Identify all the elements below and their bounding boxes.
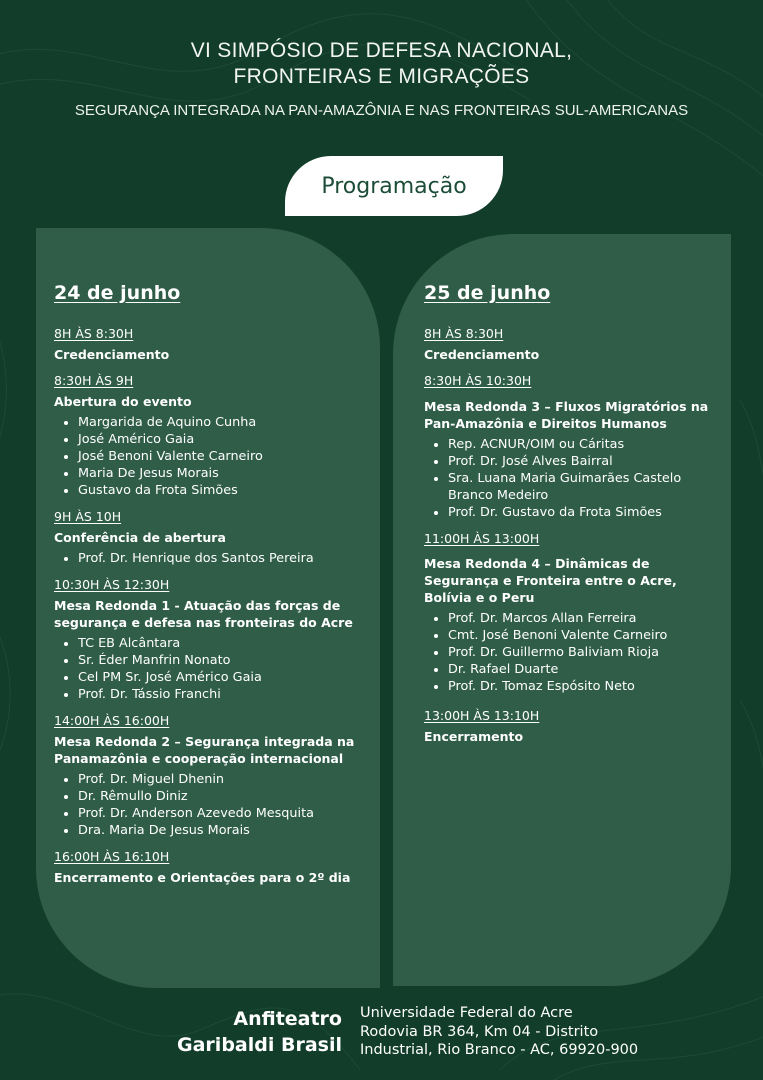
session-title: Mesa Redonda 2 – Segurança integrada na Panamazônia e cooperação internacional xyxy=(54,734,355,766)
event-subtitle: SEGURANÇA INTEGRADA NA PAN-AMAZÔNIA E NAS FRONTEIRAS SUL-AMERICANAS xyxy=(74,102,689,119)
day2-column xyxy=(424,280,724,754)
schedule-session xyxy=(424,325,724,363)
speaker-list xyxy=(62,635,372,703)
speaker-item: Prof. Dr. Anderson Azevedo Mesquita xyxy=(62,805,372,822)
speaker-item: Prof. Dr. Tomaz Espósito Neto xyxy=(432,678,724,695)
header xyxy=(0,38,763,119)
speaker-item: Sr. Éder Manfrin Nonato xyxy=(62,652,372,669)
speaker-list xyxy=(432,436,724,521)
speaker-list xyxy=(62,771,372,839)
event-title-line-2: FRONTEIRAS E MIGRAÇÕES xyxy=(233,65,530,88)
speaker-item: Rep. ACNUR/OIM ou Cáritas xyxy=(432,436,724,453)
speaker-item: Cmt. José Benoni Valente Carneiro xyxy=(432,627,724,644)
event-title-line-1: VI SIMPÓSIO DE DEFESA NACIONAL, xyxy=(190,39,573,62)
speaker-item: Dr. Rafael Duarte xyxy=(432,661,724,678)
session-title: Encerramento e Orientações para o 2º dia xyxy=(54,870,351,885)
programacao-label: Programação xyxy=(285,156,503,216)
speaker-item: Dra. Maria De Jesus Morais xyxy=(62,822,372,839)
speaker-item: Prof. Dr. Tássio Franchi xyxy=(62,686,372,703)
address-line-2: Rodovia BR 364, Km 04 - Distrito xyxy=(360,1023,599,1040)
schedule-session xyxy=(54,848,372,886)
venue-line-1: Anfiteatro xyxy=(233,1008,342,1030)
speaker-item: Prof. Dr. Henrique dos Santos Pereira xyxy=(62,550,372,567)
schedule-session xyxy=(424,530,724,695)
speaker-item: Prof. Dr. Miguel Dhenin xyxy=(62,771,372,788)
schedule-session xyxy=(54,508,372,567)
speaker-item: Prof. Dr. José Alves Bairral xyxy=(432,453,724,470)
session-title: Encerramento xyxy=(424,729,524,744)
session-time: 8:30H ÀS 9H xyxy=(54,373,134,388)
day2-date: 25 de junho xyxy=(424,282,551,304)
speaker-list xyxy=(62,414,372,499)
speaker-list xyxy=(432,610,724,695)
speaker-item: Prof. Dr. Guillermo Baliviam Rioja xyxy=(432,644,724,661)
schedule-session xyxy=(54,576,372,703)
venue-line-2: Garibaldi Brasil xyxy=(177,1034,342,1056)
speaker-item: Prof. Dr. Gustavo da Frota Simões xyxy=(432,504,724,521)
session-time: 14:00H ÀS 16:00H xyxy=(54,713,170,728)
speaker-item: Prof. Dr. Marcos Allan Ferreira xyxy=(432,610,724,627)
session-time: 8:30H ÀS 10:30H xyxy=(424,373,532,388)
session-title: Conferência de abertura xyxy=(54,530,226,545)
address-line-1: Universidade Federal do Acre xyxy=(360,1005,573,1021)
session-time: 10:30H ÀS 12:30H xyxy=(54,577,170,592)
speaker-item: Margarida de Aquino Cunha xyxy=(62,414,372,431)
session-title: Mesa Redonda 1 - Atuação das forças de segurança e defesa nas fronteiras do Acre xyxy=(54,598,353,630)
session-time: 8H ÀS 8:30H xyxy=(54,326,134,341)
venue-address xyxy=(360,1004,700,1060)
session-title: Credenciamento xyxy=(424,347,540,362)
speaker-list xyxy=(62,550,372,567)
schedule-session xyxy=(54,712,372,839)
speaker-item: Sra. Luana Maria Guimarães Castelo Branco Medeiro xyxy=(432,470,724,504)
schedule-session xyxy=(424,707,724,745)
session-time: 11:00H ÀS 13:00H xyxy=(424,531,540,546)
day1-date: 24 de junho xyxy=(54,282,181,304)
session-title: Credenciamento xyxy=(54,347,170,362)
schedule-session xyxy=(424,372,724,521)
session-title: Abertura do evento xyxy=(54,394,192,409)
speaker-item: Gustavo da Frota Simões xyxy=(62,482,372,499)
speaker-item: Maria De Jesus Morais xyxy=(62,465,372,482)
venue-name xyxy=(120,1006,342,1058)
session-time: 13:00H ÀS 13:10H xyxy=(424,708,540,723)
session-time: 9H ÀS 10H xyxy=(54,509,122,524)
session-title: Mesa Redonda 4 – Dinâmicas de Segurança e Fronteira entre o Acre, Bolívia e o Peru xyxy=(424,556,677,605)
schedule-session xyxy=(54,372,372,499)
day1-column xyxy=(54,280,372,895)
speaker-item: José Benoni Valente Carneiro xyxy=(62,448,372,465)
session-time: 8H ÀS 8:30H xyxy=(424,326,504,341)
address-line-3: Industrial, Rio Branco - AC, 69920-900 xyxy=(360,1042,639,1058)
speaker-item: Cel PM Sr. José Américo Gaia xyxy=(62,669,372,686)
schedule-session xyxy=(54,325,372,363)
speaker-item: Dr. Rêmullo Diniz xyxy=(62,788,372,805)
session-time: 16:00H ÀS 16:10H xyxy=(54,849,170,864)
speaker-item: TC EB Alcântara xyxy=(62,635,372,652)
speaker-item: José Américo Gaia xyxy=(62,431,372,448)
session-title: Mesa Redonda 3 – Fluxos Migratórios na Pan-Amazônia e Direitos Humanos xyxy=(424,399,709,431)
